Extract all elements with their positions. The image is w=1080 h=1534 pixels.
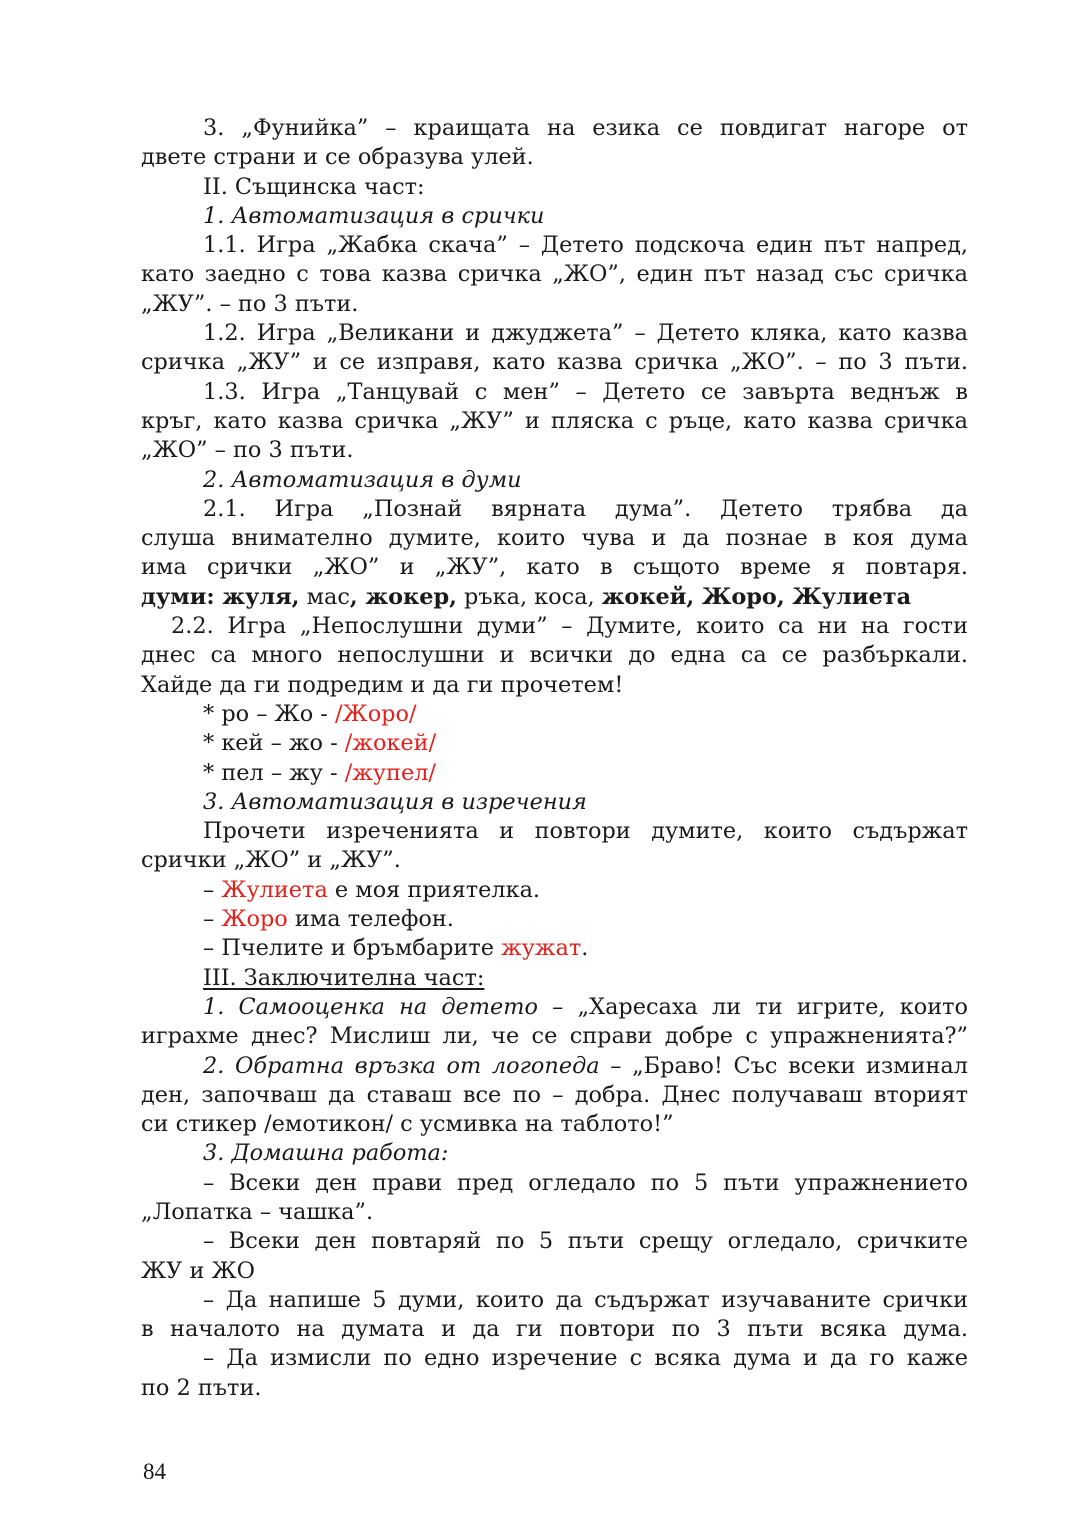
dash: – bbox=[203, 906, 222, 933]
paragraph-line: Прочети изреченията и повтори думите, които съдържат bbox=[203, 818, 968, 845]
paragraph-line: – Всеки ден прави пред огледало по 5 пъти упражнението bbox=[203, 1169, 968, 1196]
subsection-heading: 2. Автоматизация в думи bbox=[203, 466, 522, 493]
paragraph-line: – Да измисли по едно изречение с всяка дума и да го каже bbox=[203, 1345, 968, 1372]
highlighted-word: жужат bbox=[501, 935, 582, 962]
item-title: 2. Обратна връзка от логопеда bbox=[203, 1052, 600, 1079]
paragraph-line: Хайде да ги подредим и да ги прочетем! bbox=[141, 671, 624, 698]
highlighted-word: Жулиета bbox=[221, 876, 328, 903]
item-title: 1. Самооценка на детето bbox=[203, 993, 538, 1020]
paragraph-line: сричка „ЖУ” и се изправя, като казва сричка „ЖО”. – по 3 пъти. bbox=[141, 349, 968, 376]
section-heading-text: III. Заключителна част: bbox=[203, 964, 485, 991]
sentence-rest: е моя приятелка. bbox=[327, 876, 541, 903]
sentence-item bbox=[141, 934, 968, 963]
scrambled-word-item bbox=[141, 729, 968, 758]
item-text: – „Браво! Със всеки изминал bbox=[599, 1052, 968, 1079]
subsection-heading: 1. Автоматизация в срички bbox=[203, 202, 545, 229]
paragraph-line: 1.3. Игра „Танцувай с мен” – Детето се завърта веднъж в bbox=[203, 378, 968, 405]
word-list-line bbox=[141, 583, 968, 612]
subsection-heading: 3. Автоматизация в изречения bbox=[203, 788, 587, 815]
highlighted-word: Жоро bbox=[221, 906, 288, 933]
bold-words: думи: жуля, bbox=[141, 583, 300, 610]
paragraph-line: си стикер /емотикон/ с усмивка на таблото!” bbox=[141, 1111, 674, 1138]
page-body bbox=[141, 114, 968, 1403]
bold-words: , жокер, bbox=[349, 583, 457, 610]
paragraph-line bbox=[141, 1052, 968, 1081]
paragraph-line: има срички „ЖО” и „ЖУ”, като в същото време я повтаря. bbox=[141, 554, 968, 581]
plain-words: мас bbox=[299, 583, 350, 610]
scrambled-syllables: * ро – Жо - bbox=[203, 700, 335, 727]
paragraph-line: 3. „Фунийка” – краищата на езика се повдигат нагоре от bbox=[203, 115, 968, 141]
sentence-start: – Пчелите и бръмбарите bbox=[203, 935, 502, 962]
scrambled-syllables: * кей – жо - bbox=[203, 730, 345, 757]
sentence-item bbox=[141, 905, 968, 934]
sentence-rest: има телефон. bbox=[287, 906, 454, 933]
paragraph-line bbox=[141, 993, 968, 1022]
paragraph-line: като заедно с това казва сричка „ЖО”, един път назад със сричка bbox=[141, 261, 968, 288]
paragraph-line: играхме днес? Мислиш ли, че се справи добре с упражненията?” bbox=[141, 1023, 968, 1050]
section-heading: II. Същинска част: bbox=[203, 173, 425, 200]
paragraph-line: ЖУ и ЖО bbox=[141, 1257, 256, 1284]
answer-word: /Жоро/ bbox=[335, 700, 417, 727]
paragraph-line: „ЖУ”. – по 3 пъти. bbox=[141, 290, 359, 317]
paragraph-line: 2.2. Игра „Непослушни думи” – Думите, които са ни на гости bbox=[171, 613, 968, 640]
paragraph-line: днес са много непослушни и всички до една са се разбъркали. bbox=[141, 642, 968, 669]
paragraph-line: 1.2. Игра „Великани и джуджета” – Детето кляка, като казва bbox=[203, 320, 968, 347]
sentence-item bbox=[141, 876, 968, 905]
paragraph-line: 1.1. Игра „Жабка скача” – Детето подскоча един път напред, bbox=[203, 232, 968, 259]
dash: – bbox=[203, 876, 222, 903]
paragraph-line: слуша внимателно думите, които чува и да познае в коя дума bbox=[141, 525, 968, 552]
paragraph-line: срички „ЖО” и „ЖУ”. bbox=[141, 847, 401, 874]
item-text: – „Харесаха ли ти игрите, които bbox=[537, 993, 968, 1020]
paragraph-line: по 2 пъти. bbox=[141, 1374, 262, 1401]
paragraph-line: в началото на думата и да ги повтори по 3 пъти всяка дума. bbox=[141, 1316, 968, 1343]
paragraph-line: „ЖО” – по 3 пъти. bbox=[141, 437, 354, 464]
scrambled-word-item bbox=[141, 700, 968, 729]
paragraph-line: кръг, като казва сричка „ЖУ” и пляска с ръце, като казва сричка bbox=[141, 407, 968, 434]
answer-word: /жупел/ bbox=[344, 759, 436, 786]
paragraph-line: 2.1. Игра „Познай вярната дума”. Детето трябва да bbox=[203, 495, 968, 522]
bold-words: жокей, Жоро, Жулиета bbox=[601, 583, 912, 610]
paragraph-line: – Всеки ден повтаряй по 5 пъти срещу огледало, сричките bbox=[203, 1228, 968, 1255]
scrambled-word-item bbox=[141, 759, 968, 788]
paragraph-line: ден, започваш да ставаш все по – добра. Днес получаваш вторият bbox=[141, 1081, 968, 1108]
plain-words: ръка, коса, bbox=[456, 583, 602, 610]
sentence-rest: . bbox=[581, 935, 589, 962]
scrambled-syllables: * пел – жу - bbox=[203, 759, 345, 786]
paragraph-line: двете страни и се образува улей. bbox=[141, 144, 534, 171]
paragraph-line: „Лопатка – чашка”. bbox=[141, 1198, 374, 1225]
section-heading bbox=[141, 964, 968, 993]
page-number: 84 bbox=[143, 1459, 166, 1484]
answer-word: /жокей/ bbox=[344, 730, 437, 757]
subsection-heading: 3. Домашна работа: bbox=[203, 1140, 449, 1167]
paragraph-line: – Да напише 5 думи, които да съдържат изучаваните срички bbox=[203, 1286, 968, 1313]
